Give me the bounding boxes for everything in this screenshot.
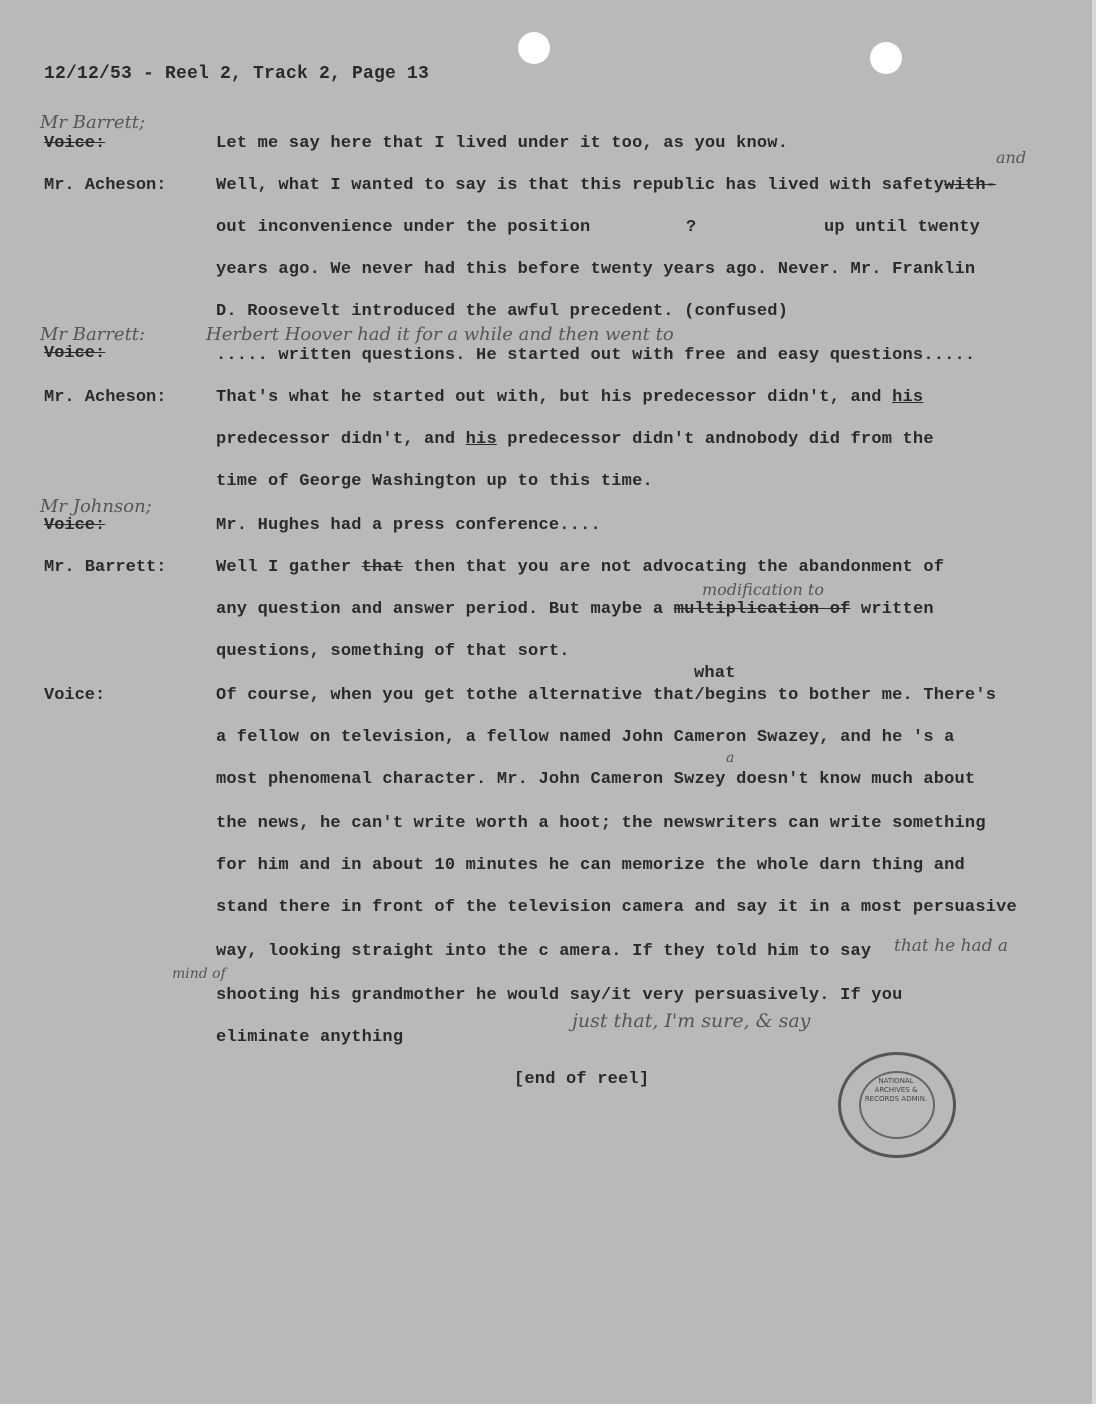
line-8 bbox=[216, 430, 934, 449]
speaker-acheson-2: Mr. Acheson: bbox=[44, 388, 167, 407]
line-9: time of George Washington up to this time. bbox=[216, 472, 653, 491]
line-21: shooting his grandmother he would say/it very persuasively. If you bbox=[216, 986, 903, 1005]
line-7 bbox=[216, 388, 923, 407]
page-header: 12/12/53 - Reel 2, Track 2, Page 13 bbox=[44, 64, 430, 84]
speaker-voice-2: Voice: bbox=[44, 344, 106, 363]
line-10: Mr. Hughes had a press conference.... bbox=[216, 516, 601, 535]
line-1: Let me say here that I lived under it too, as you know. bbox=[216, 134, 789, 153]
line-11-text-a: Well I gather bbox=[216, 558, 362, 577]
line-17: the news, he can't write worth a hoot; the newswriters can write something bbox=[216, 814, 986, 833]
line-3-question-mark: ? bbox=[686, 218, 697, 237]
line-15: a fellow on television, a fellow named John Cameron Swazey, and he 's a bbox=[216, 728, 955, 747]
line-12-text-a: any question and answer period. But maybe a bbox=[216, 600, 674, 619]
line-22: eliminate anything bbox=[216, 1028, 404, 1047]
line-11-struck-that: that bbox=[361, 558, 404, 577]
line-11 bbox=[216, 558, 944, 577]
typed-insert-what: what bbox=[694, 664, 736, 683]
line-12 bbox=[216, 600, 934, 619]
handwritten-just-that: just that, I'm sure, & say bbox=[572, 1010, 811, 1032]
line-5: D. Roosevelt introduced the awful precedent. (confused) bbox=[216, 302, 789, 321]
handwritten-speaker-johnson: Mr Johnson; bbox=[40, 496, 152, 517]
handwritten-that-he-had-a: that he had a bbox=[894, 936, 1009, 956]
line-8-text-b: predecessor didn't andnobody did from the bbox=[496, 430, 934, 449]
handwritten-a-insert: a bbox=[726, 750, 735, 766]
line-8-text-a: predecessor didn't, and bbox=[216, 430, 466, 449]
speaker-acheson-1: Mr. Acheson: bbox=[44, 176, 167, 195]
line-13: questions, something of that sort. bbox=[216, 642, 570, 661]
line-2 bbox=[216, 176, 996, 195]
handwritten-modification-to: modification to bbox=[702, 580, 824, 599]
line-7-text: That's what he started out with, but his predecessor didn't, and bbox=[216, 388, 893, 407]
line-3b: up until twenty bbox=[824, 218, 981, 237]
archive-stamp bbox=[838, 1052, 956, 1158]
handwritten-and: and bbox=[996, 148, 1027, 167]
end-of-reel: [end of reel] bbox=[514, 1070, 650, 1089]
line-2-struck-with: with- bbox=[944, 176, 997, 195]
speaker-voice-1: Voice: bbox=[44, 134, 106, 153]
handwritten-mind-of: mind of bbox=[172, 966, 226, 982]
line-19: stand there in front of the television camera and say it in a most persuasive bbox=[216, 898, 1017, 917]
handwritten-hoover-insert: Herbert Hoover had it for a while and then went to bbox=[206, 324, 674, 345]
speaker-voice-3: Voice: bbox=[44, 516, 106, 535]
line-12-struck-multiplication: multiplication of bbox=[673, 600, 851, 619]
handwritten-speaker-barrett-1: Mr Barrett; bbox=[40, 112, 146, 133]
line-7-his-underlined: his bbox=[892, 388, 924, 407]
line-3a: out inconvenience under the position bbox=[216, 218, 591, 237]
line-2-text: Well, what I wanted to say is that this republic has lived with safety bbox=[216, 176, 945, 195]
line-18: for him and in about 10 minutes he can memorize the whole darn thing and bbox=[216, 856, 965, 875]
line-20: way, looking straight into the c amera. If they told him to say bbox=[216, 942, 872, 961]
handwritten-speaker-barrett-2: Mr Barrett: bbox=[40, 324, 146, 345]
line-14: Of course, when you get tothe alternative that/begins to bother me. There's bbox=[216, 686, 997, 705]
punch-hole-right bbox=[870, 42, 902, 74]
speaker-voice-4: Voice: bbox=[44, 686, 106, 705]
line-4: years ago. We never had this before twenty years ago. Never. Mr. Franklin bbox=[216, 260, 976, 279]
line-8-his-underlined: his bbox=[465, 430, 497, 449]
stamp-text: NATIONAL ARCHIVES & RECORDS ADMIN. bbox=[864, 1077, 928, 1103]
line-16: most phenomenal character. Mr. John Cameron Swzey doesn't know much about bbox=[216, 770, 976, 789]
speaker-barrett: Mr. Barrett: bbox=[44, 558, 167, 577]
punch-hole-left bbox=[518, 32, 550, 64]
line-6: ..... written questions. He started out with free and easy questions..... bbox=[216, 346, 976, 365]
line-11-text-b: then that you are not advocating the abandonment of bbox=[403, 558, 945, 577]
line-12-text-b: written bbox=[850, 600, 934, 619]
